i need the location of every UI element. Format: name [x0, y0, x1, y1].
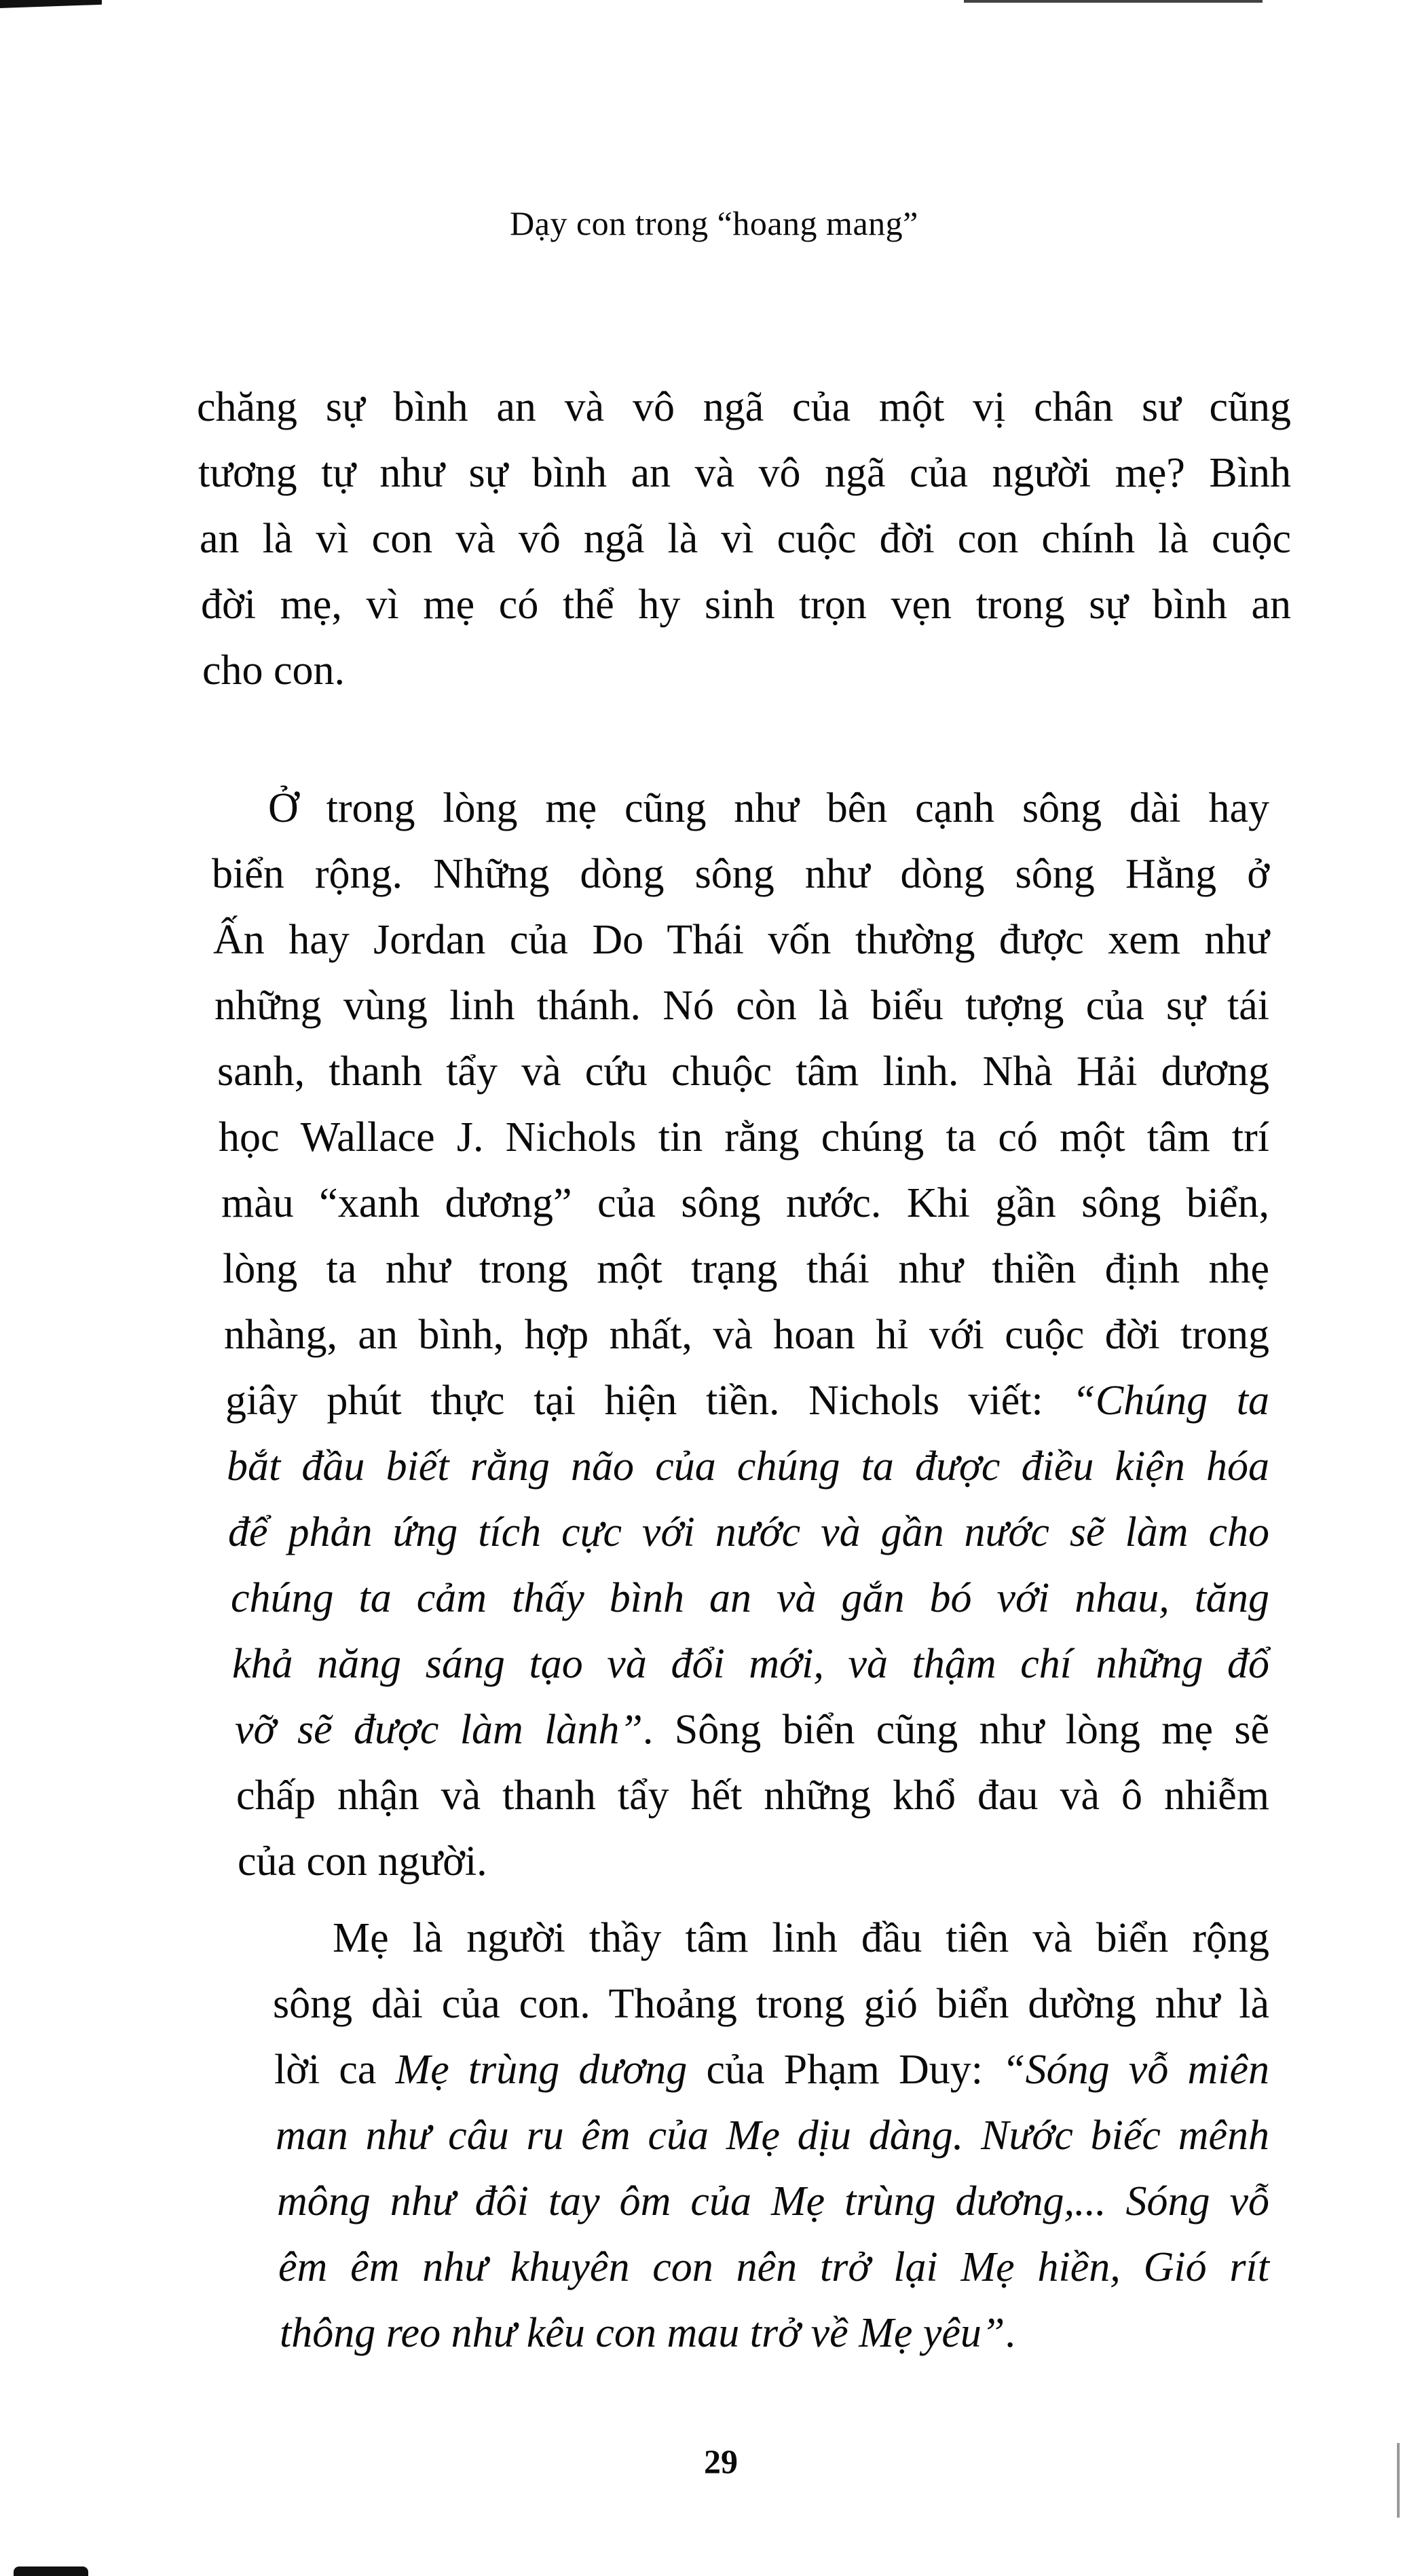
text-line: những vùng linh thánh. Nó còn là biểu tượng của sự tái — [214, 983, 1269, 1029]
text-line: giây phút thực tại hiện tiền. Nichols viết: “Chúng ta — [225, 1378, 1269, 1424]
text-line: thông reo như kêu con mau trở về Mẹ yêu”. — [280, 2310, 1015, 2356]
scan-edge-shadow — [964, 0, 1263, 3]
text-line: êm êm như khuyên con nên trở lại Mẹ hiền, Gió rít — [278, 2244, 1269, 2290]
running-header: Dạy con trong “hoang mang” — [510, 204, 918, 242]
text-line: Mẹ là người thầy tâm linh đầu tiên và biển rộng — [333, 1915, 1269, 1961]
text-line: an là vì con và vô ngã là vì cuộc đời con chính là cuộc — [200, 516, 1291, 562]
text-line: cho con. — [202, 647, 345, 694]
text-line: bắt đầu biết rằng não của chúng ta được điều kiện hóa — [227, 1443, 1269, 1490]
scan-edge-shadow — [14, 2566, 88, 2576]
text-line: của con người. — [238, 1838, 487, 1884]
text-line: Ấn hay Jordan của Do Thái vốn thường được xem như — [213, 917, 1269, 963]
text-line: màu “xanh dương” của sông nước. Khi gần sông biển, — [221, 1180, 1269, 1226]
text-line: đời mẹ, vì mẹ có thể hy sinh trọn vẹn trong sự bình an — [201, 582, 1291, 628]
text-line: mông như đôi tay ôm của Mẹ trùng dương,... Sóng vỗ — [277, 2178, 1269, 2224]
text-line: man như câu ru êm của Mẹ dịu dàng. Nước biếc mênh — [276, 2113, 1269, 2159]
paragraph-1 — [197, 375, 1291, 704]
text-line: sông dài của con. Thoảng trong gió biển dường như là — [273, 1981, 1269, 2027]
text-line: để phản ứng tích cực với nước và gần nước sẽ làm cho — [228, 1509, 1269, 1555]
paragraph-3 — [272, 1906, 1269, 2366]
page-number: 29 — [704, 2442, 738, 2480]
text-line: biển rộng. Những dòng sông như dòng sông Hằng ở — [212, 851, 1269, 897]
text-line: vỡ sẽ được làm lành”. Sông biển cũng như lòng mẹ sẽ — [235, 1707, 1269, 1753]
scan-edge-shadow — [0, 0, 102, 8]
text-line: chăng sự bình an và vô ngã của một vị chân sư cũng — [197, 384, 1291, 430]
text-line: khả năng sáng tạo và đổi mới, và thậm chí những đổ — [232, 1641, 1269, 1687]
text-line: tương tự như sự bình an và vô ngã của người mẹ? Bình — [198, 450, 1291, 496]
text-line: sanh, thanh tẩy và cứu chuộc tâm linh. Nhà Hải dương — [217, 1048, 1269, 1095]
text-line: chấp nhận và thanh tẩy hết những khổ đau và ô nhiễm — [236, 1773, 1269, 1819]
text-line: chúng ta cảm thấy bình an và gắn bó với nhau, tăng — [231, 1575, 1269, 1621]
text-line: lời ca Mẹ trùng dương của Phạm Duy: “Sóng vỗ miên — [274, 2047, 1269, 2093]
text-line: Ở trong lòng mẹ cũng như bên cạnh sông dài hay — [268, 785, 1269, 831]
text-line: nhàng, an bình, hợp nhất, và hoan hỉ với cuộc đời trong — [224, 1312, 1269, 1358]
text-line: lòng ta như trong một trạng thái như thiền định nhẹ — [223, 1246, 1269, 1292]
paragraph-2 — [210, 776, 1269, 1895]
text-line: học Wallace J. Nichols tin rằng chúng ta có một tâm trí — [219, 1114, 1269, 1160]
